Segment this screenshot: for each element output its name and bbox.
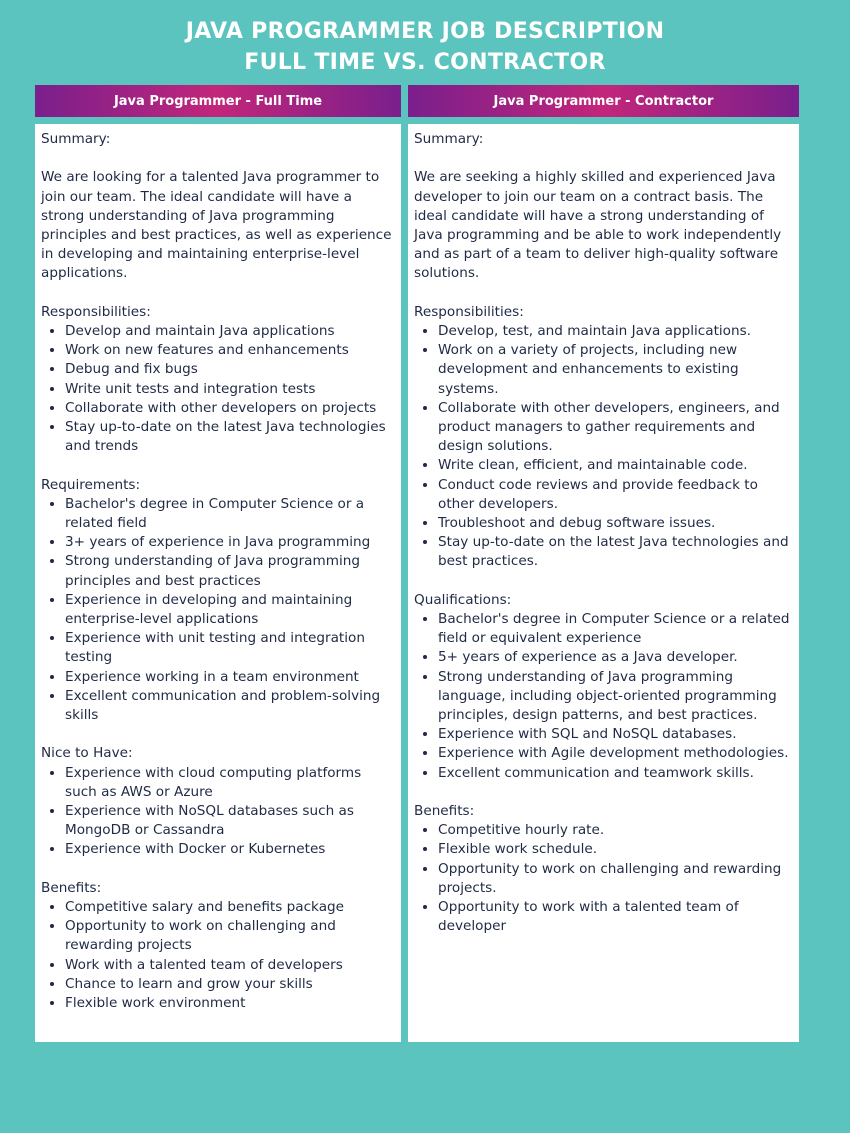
list-item: • Experience with Agile development methodologies. [438,744,793,763]
list-item: • Excellent communication and problem-solving skills [65,687,395,725]
panel-full-time [35,124,401,1042]
list-item: • Collaborate with other developers, engineers, and product managers to gather requirements and design solutions. [438,399,793,457]
list-item: • Opportunity to work with a talented team of developer [438,898,793,936]
list-item: • Troubleshoot and debug software issues. [438,514,793,533]
list-item: • Develop and maintain Java applications [65,322,395,341]
list-item: • Write clean, efficient, and maintainable code. [438,456,793,475]
bullet-list [414,821,793,936]
summary-text: We are looking for a talented Java programmer to join our team. The ideal candidate will have a strong understanding of Java programming principles and best practices, as well as experience in developing and maintaining enterprise-level applications. [41,169,392,282]
summary-text: We are seeking a highly skilled and experienced Java developer to join our team on a contract basis. The ideal candidate will have a strong understanding of Java programming and be able to work independently and as part of a team to deliver high-quality software solutions. [414,169,782,282]
list-item: • Opportunity to work on challenging and rewarding projects. [438,860,793,898]
section-heading: Responsibilities: [41,303,151,320]
column-header-contractor: Java Programmer - Contractor [408,85,799,117]
bullet-list [41,322,395,456]
list-item: • Develop, test, and maintain Java applications. [438,322,793,341]
list-item: • Work on new features and enhancements [65,341,395,360]
title-line-2: FULL TIME VS. CONTRACTOR [244,50,606,75]
list-item: • Experience with cloud computing platforms such as AWS or Azure [65,764,395,802]
list-item: • Work on a variety of projects, including new development and enhancements to existing systems. [438,341,793,399]
list-item: • Flexible work environment [65,994,395,1013]
list-item: • Experience with Docker or Kubernetes [65,840,395,859]
list-item: • Bachelor's degree in Computer Science or a related field or equivalent experience [438,610,793,648]
bullet-list [41,764,395,860]
list-item: • Strong understanding of Java programming language, including object-oriented programming principles, design patterns, and best practices. [438,668,793,726]
section-heading: Responsibilities: [414,303,524,320]
list-item: • Opportunity to work on challenging and rewarding projects [65,917,395,955]
column-header-full-time: Java Programmer - Full Time [35,85,401,117]
bullet-list [414,322,793,572]
summary-heading: Summary: [414,131,484,147]
list-item: • Stay up-to-date on the latest Java technologies and best practices. [438,533,793,571]
section-heading: Qualifications: [414,591,512,608]
list-item: • Flexible work schedule. [438,840,793,859]
list-item: • Strong understanding of Java programming principles and best practices [65,552,395,590]
section-heading: Benefits: [41,879,102,896]
list-item: • Debug and fix bugs [65,360,395,379]
list-item: • Competitive hourly rate. [438,821,793,840]
list-item: • Collaborate with other developers on projects [65,399,395,418]
title-line-1: JAVA PROGRAMMER JOB DESCRIPTION [185,19,665,44]
list-item: • Chance to learn and grow your skills [65,975,395,994]
list-item: • Excellent communication and teamwork skills. [438,764,793,783]
list-item: • Experience with NoSQL databases such as MongoDB or Cassandra [65,802,395,840]
bullet-list [414,610,793,783]
list-item: • Experience working in a team environment [65,668,395,687]
page-title [0,16,850,78]
list-item: • Bachelor's degree in Computer Science or a related field [65,495,395,533]
list-item: • Write unit tests and integration tests [65,380,395,399]
list-item: • 5+ years of experience as a Java developer. [438,648,793,667]
section-heading: Benefits: [414,803,475,820]
summary-heading: Summary: [41,131,111,147]
list-item: • Experience in developing and maintaining enterprise-level applications [65,591,395,629]
list-item: • Conduct code reviews and provide feedback to other developers. [438,476,793,514]
list-item: • Work with a talented team of developers [65,956,395,975]
bullet-list [41,495,395,725]
list-item: • 3+ years of experience in Java programming [65,533,395,552]
list-item: • Competitive salary and benefits package [65,898,395,917]
list-item: • Experience with unit testing and integration testing [65,629,395,667]
panel-contractor [408,124,799,1042]
list-item: • Stay up-to-date on the latest Java technologies and trends [65,418,395,456]
list-item: • Experience with SQL and NoSQL databases. [438,725,793,744]
section-heading: Nice to Have: [41,745,133,762]
section-heading: Requirements: [41,476,141,493]
bullet-list [41,898,395,1013]
